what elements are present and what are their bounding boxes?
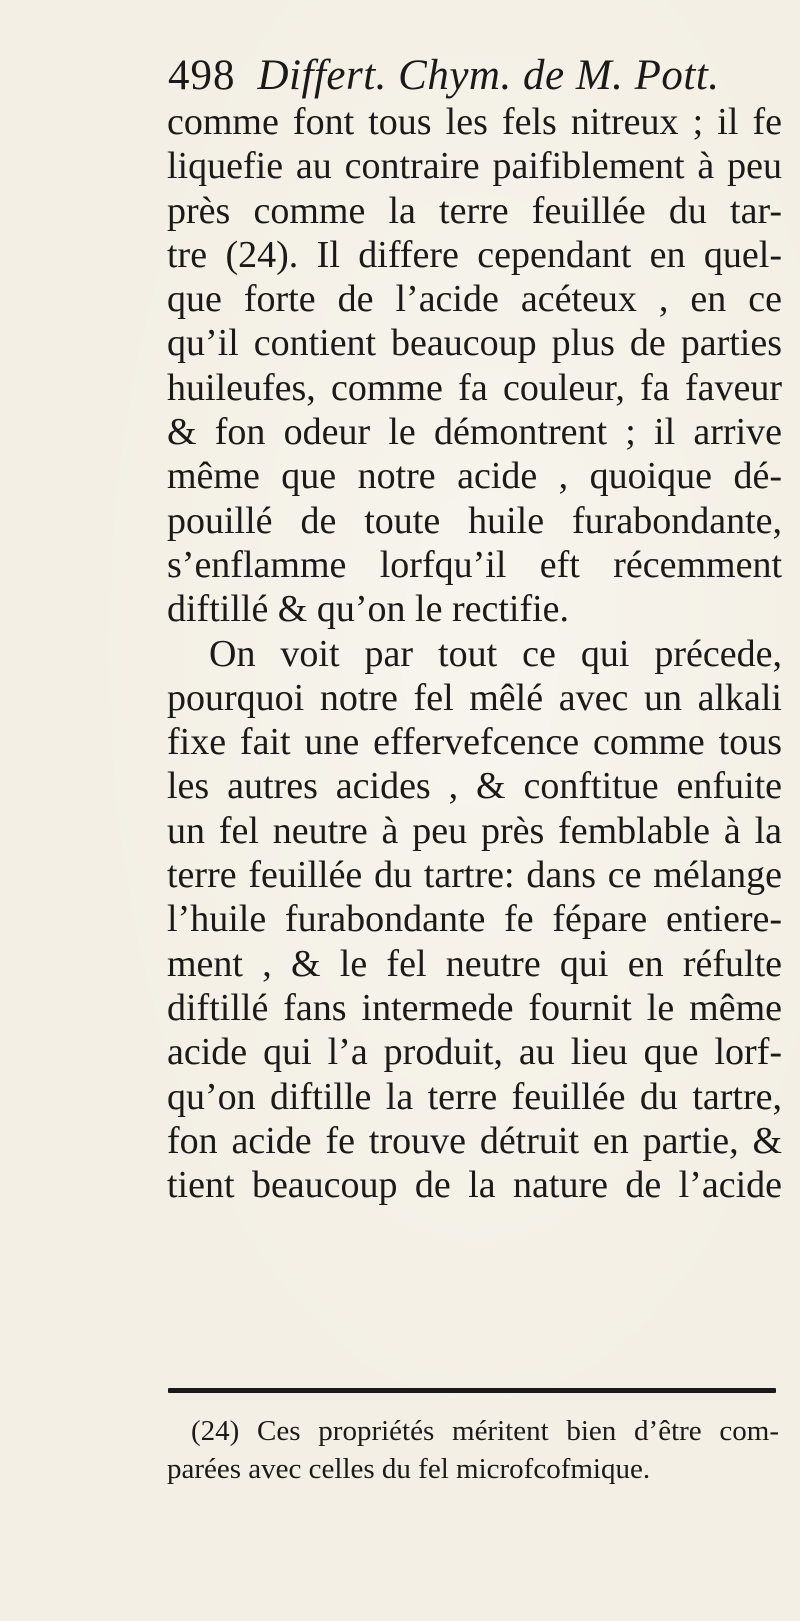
text-line: un fel neutre à peu près femblable à la (167, 809, 782, 852)
text-line: & fon odeur le démontrent ; il arrive (167, 411, 782, 454)
text-line: les autres acides , & conftitue enfuite (167, 765, 782, 808)
text-line: liquefie au contraire paifiblement à peu (167, 145, 782, 188)
text-line: fixe fait une effervefcence comme tous (167, 721, 782, 764)
text-line: pourquoi notre fel mêlé avec un alkali (167, 676, 782, 719)
text-line: comme font tous les fels nitreux ; il fe (167, 101, 782, 143)
text-line: s’enflamme lorfqu’il eft récemment (167, 543, 782, 586)
text-line: que forte de l’acide acéteux , en ce (167, 278, 782, 321)
running-title: Differt. Chym. de M. Pott. (257, 52, 720, 99)
text-line: pouillé de toute huile furabondante, (167, 499, 782, 542)
footnote-divider (168, 1388, 776, 1393)
footnote-line: (24) Ces propriétés méritent bien d’être com- (191, 1415, 779, 1447)
text-line: l’huile furabondante fe fépare entiere- (167, 898, 782, 941)
text-line: qu’on diftille la terre feuillée du tartre, (167, 1075, 782, 1118)
text-line: diftillé & qu’on le rectifie. (167, 588, 570, 631)
text-line: ment , & le fel neutre qui en réfulte (167, 942, 782, 985)
text-line: près comme la terre feuillée du tar- (167, 189, 782, 232)
text-line: diftillé fans intermede fournit le même (167, 986, 782, 1029)
page-number: 498 (168, 52, 236, 99)
text-line: huileufes, comme fa couleur, fa faveur (167, 366, 782, 409)
text-line: acide qui l’a produit, au lieu que lorf- (167, 1031, 782, 1074)
text-line: fon acide fe trouve détruit en partie, & (167, 1119, 782, 1162)
text-line: qu’il contient beaucoup plus de parties (167, 322, 782, 365)
text-line: tient beaucoup de la nature de l’acide (167, 1164, 782, 1207)
text-line: On voit par tout ce qui précede, (209, 632, 782, 675)
body-text (167, 100, 782, 1207)
footnote-line: parées avec celles du fel microfcofmique. (167, 1453, 651, 1485)
text-line: terre feuillée du tartre: dans ce mélange (167, 854, 782, 897)
page-header (168, 52, 720, 100)
footnote (167, 1412, 779, 1488)
text-line: même que notre acide , quoique dé- (167, 455, 782, 498)
text-line: tre (24). Il differe cependant en quel- (167, 233, 782, 276)
